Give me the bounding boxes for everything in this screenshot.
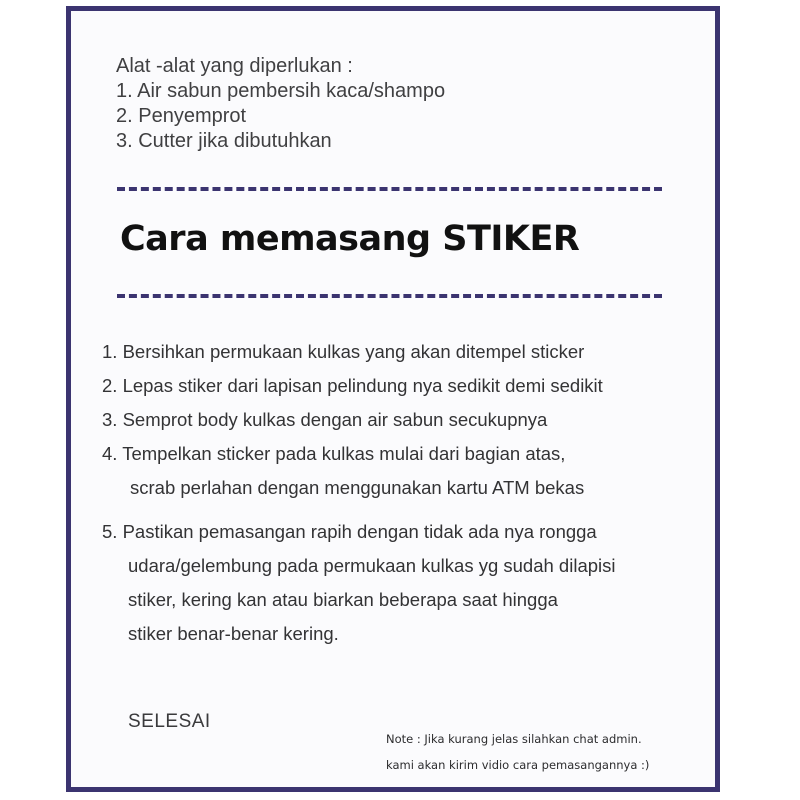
tools-list <box>116 54 445 154</box>
tools-item-2: 2. Penyemprot <box>116 105 247 127</box>
step-4-line-2: scrab perlahan dengan menggunakan kartu ATM bekas <box>130 477 585 498</box>
note-line-2: kami akan kirim vidio cara pemasangannya :) <box>386 758 650 772</box>
tools-heading: Alat -alat yang diperlukan : <box>116 55 353 77</box>
step-5-line-4: stiker benar-benar kering. <box>128 623 339 644</box>
note-line-1: Note : Jika kurang jelas silahkan chat admin. <box>386 732 642 746</box>
step-5-line-1: 5. Pastikan pemasangan rapih dengan tidak ada nya rongga <box>102 521 597 542</box>
tools-item-1: 1. Air sabun pembersih kaca/shampo <box>116 80 446 102</box>
dashed-divider-top <box>117 187 662 191</box>
step-2: 2. Lepas stiker dari lapisan pelindung nya sedikit demi sedikit <box>102 375 603 396</box>
steps-list <box>102 337 616 653</box>
step-5-line-3: stiker, kering kan atau biarkan beberapa saat hingga <box>128 589 558 610</box>
done-label: SELESAI <box>128 711 211 732</box>
step-5-line-2: udara/gelembung pada permukaan kulkas yg sudah dilapisi <box>128 555 616 576</box>
page-title: Cara memasang STIKER <box>120 219 580 259</box>
step-4-line-1: 4. Tempelkan sticker pada kulkas mulai dari bagian atas, <box>102 443 566 464</box>
tools-item-3: 3. Cutter jika dibutuhkan <box>116 130 332 152</box>
step-3: 3. Semprot body kulkas dengan air sabun secukupnya <box>102 409 548 430</box>
note <box>386 726 649 778</box>
dashed-divider-bottom <box>117 294 662 298</box>
step-1: 1. Bersihkan permukaan kulkas yang akan ditempel sticker <box>102 341 585 362</box>
